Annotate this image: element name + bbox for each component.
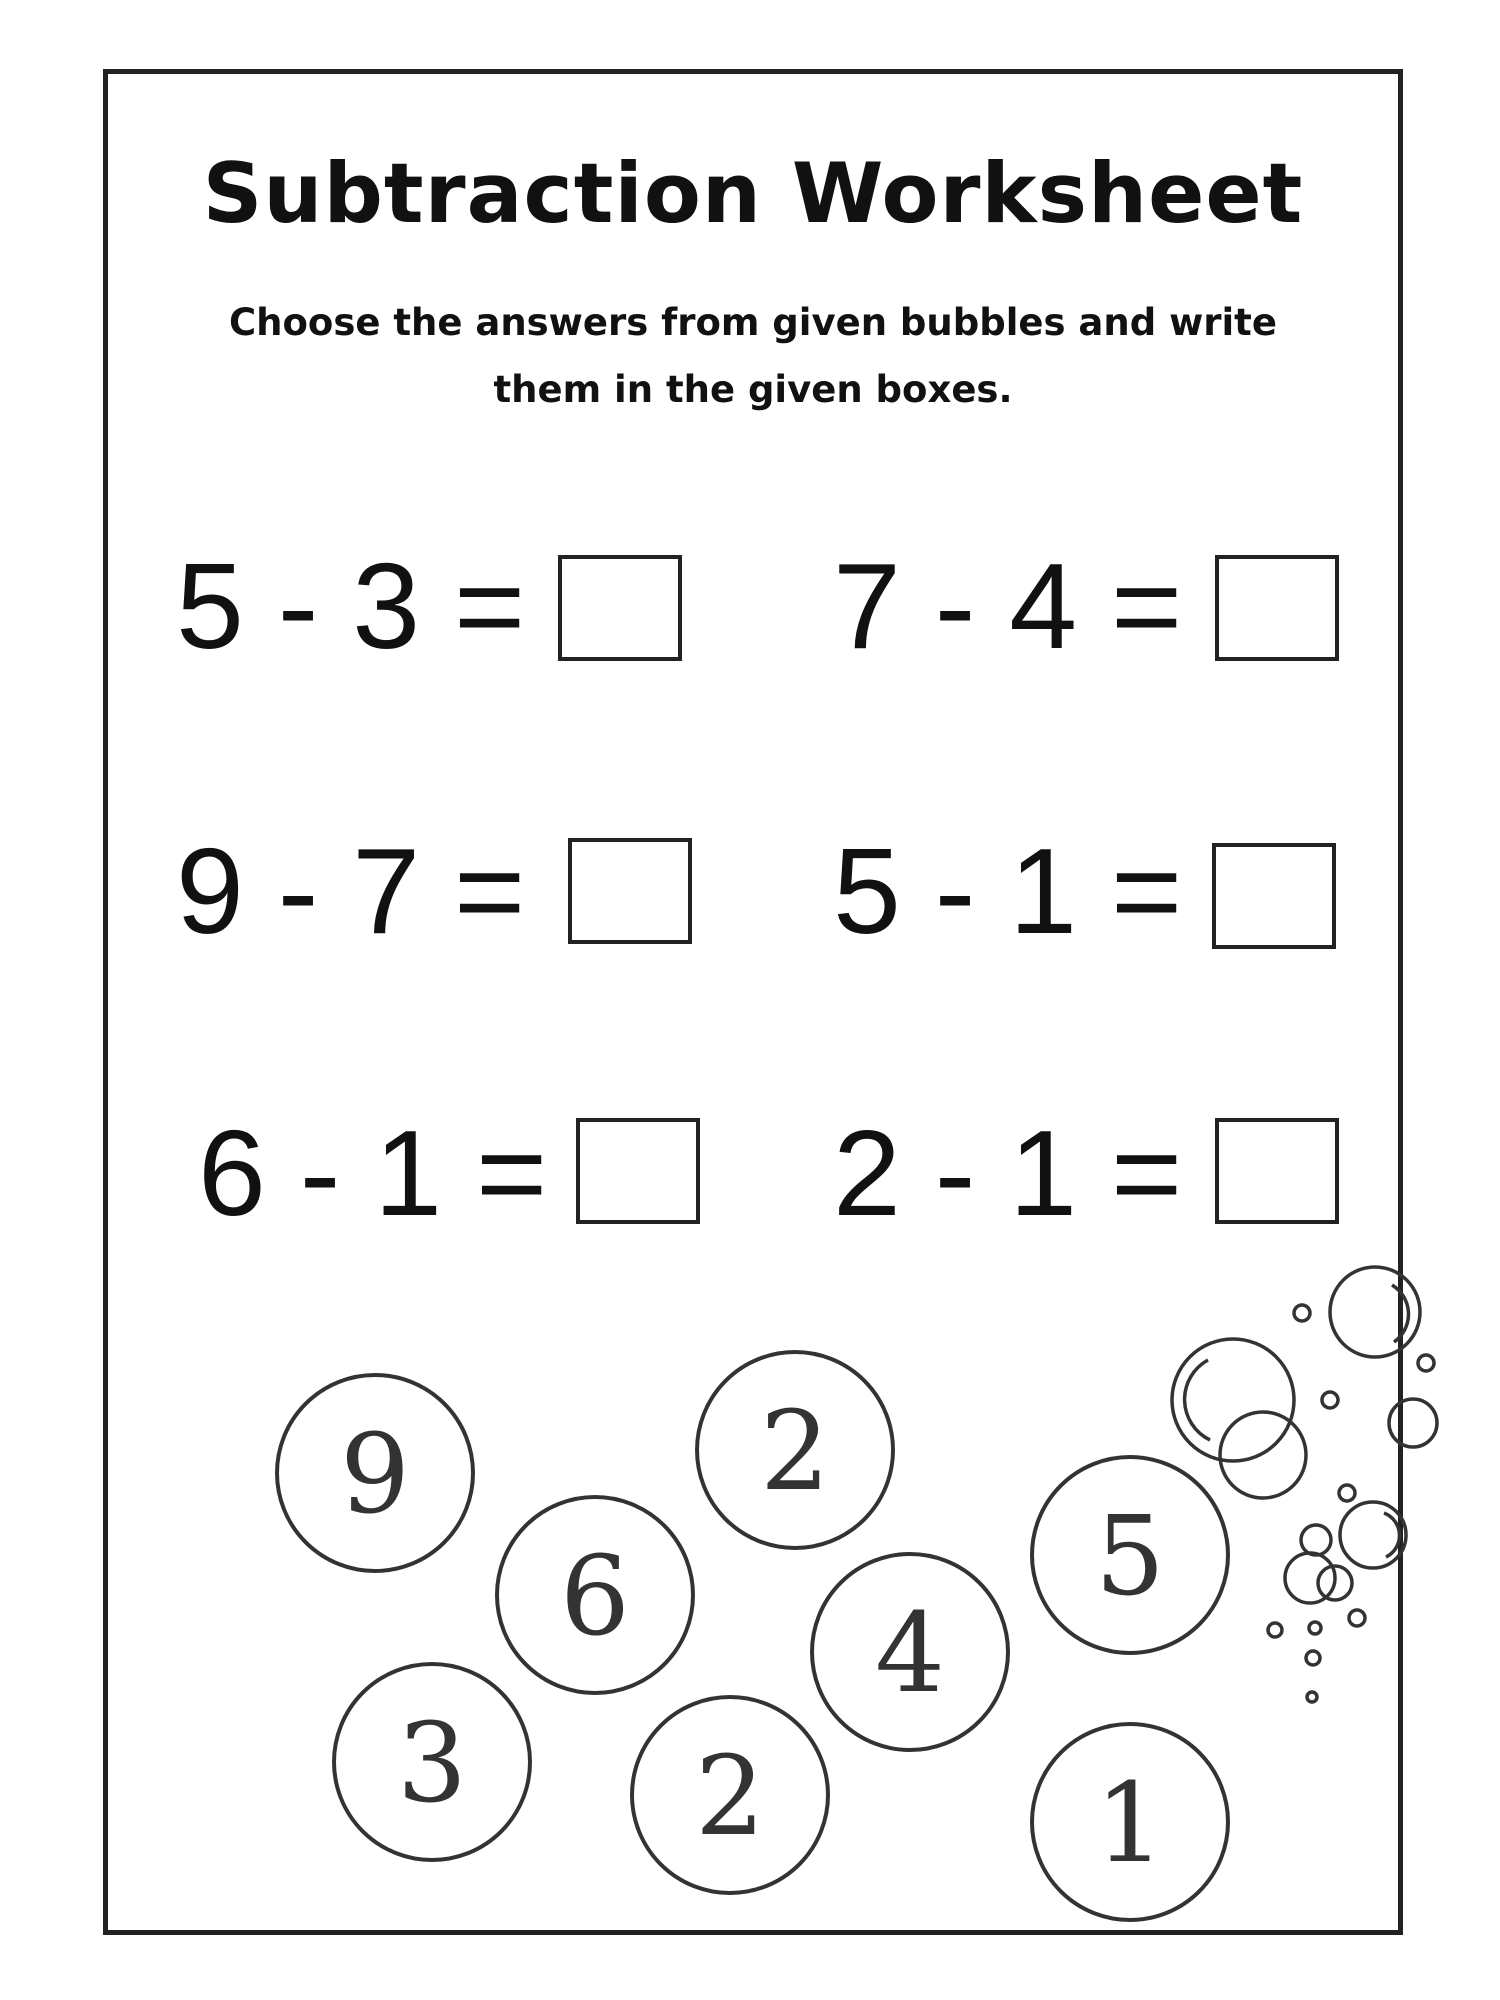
- answer-bubble-number: 5: [1095, 1492, 1165, 1620]
- answer-box[interactable]: [1215, 1118, 1339, 1224]
- problem-expression: 6 - 1 =: [198, 1105, 548, 1241]
- instructions-line-1: Choose the answers from given bubbles and write: [229, 301, 1277, 344]
- answer-bubble-number: 1: [1095, 1759, 1165, 1887]
- answer-bubble-number: 2: [695, 1732, 765, 1860]
- problem-expression: 9 - 7 =: [176, 823, 526, 959]
- answer-bubble-number: 9: [340, 1410, 410, 1538]
- answer-box[interactable]: [568, 838, 692, 944]
- worksheet-page: [103, 69, 1403, 1935]
- answer-box[interactable]: [1215, 555, 1339, 661]
- page-title: Subtraction Worksheet: [202, 145, 1304, 242]
- problem-expression: 5 - 3 =: [176, 538, 526, 674]
- problem-expression: 2 - 1 =: [833, 1105, 1183, 1241]
- problem-expression: 7 - 4 =: [833, 538, 1183, 674]
- answer-box[interactable]: [1212, 843, 1336, 949]
- answer-box[interactable]: [576, 1118, 700, 1224]
- instructions: [188, 289, 1318, 423]
- instructions-line-2: them in the given boxes.: [493, 368, 1013, 411]
- answer-bubble-number: 4: [875, 1589, 945, 1717]
- answer-bubble-number: 3: [397, 1699, 467, 1827]
- answer-bubble-number: 2: [760, 1387, 830, 1515]
- answer-bubble-number: 6: [560, 1532, 630, 1660]
- problem-expression: 5 - 1 =: [833, 823, 1183, 959]
- answer-box[interactable]: [558, 555, 682, 661]
